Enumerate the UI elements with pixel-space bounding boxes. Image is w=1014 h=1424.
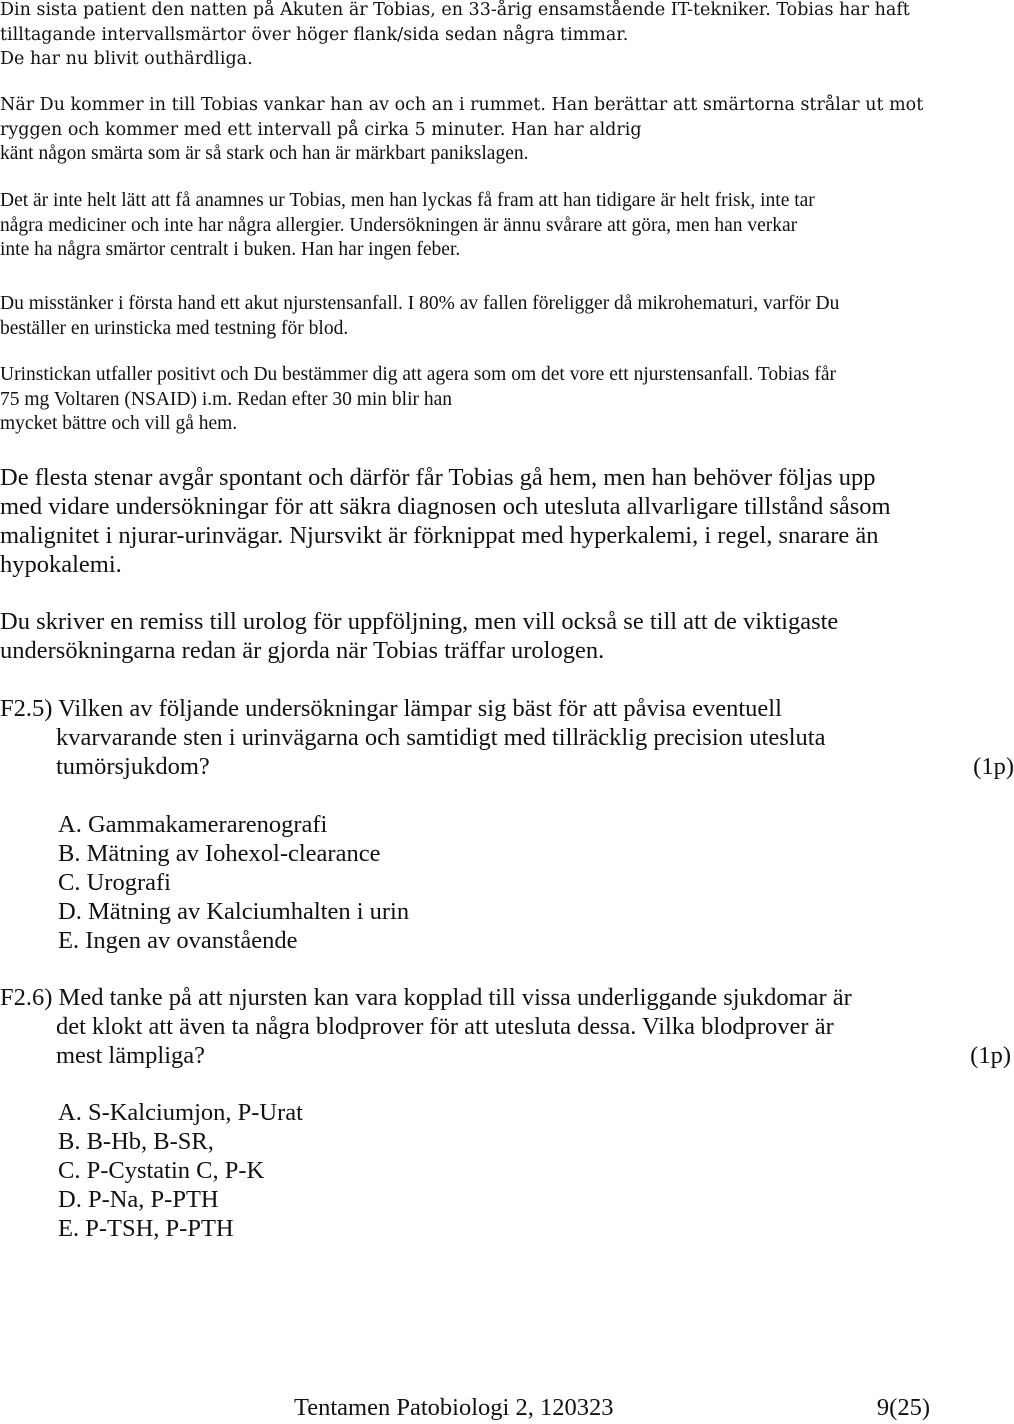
answer-option[interactable]: C. Urografi [58,869,171,896]
points-label: (1p) [970,1042,1011,1069]
page-footer [294,1393,930,1423]
text-line: Det är inte helt lätt att få anamnes ur Tobias, men han lyckas få fram att han tidigare är helt frisk, inte tar [0,190,815,211]
text-line: tilltagande intervallsmärtor över höger flank/sida sedan några timmar. [0,24,629,45]
referral-paragraph [0,607,960,665]
anamnesis-paragraph [0,189,940,263]
text-line: mycket bättre och vill gå hem. [0,413,238,434]
text-line: hypokalemi. [0,551,122,578]
question-line: det klokt att även ta några blodprover för att utesluta dessa. Vilka blodprover är [56,1013,834,1040]
question-line: tumörsjukdom? [56,753,210,780]
answer-option[interactable]: D. P-Na, P-PTH [58,1186,219,1213]
text-line: När Du kommer in till Tobias vankar han av och an i rummet. Han berättar att smärtorna strålar ut mot [0,95,924,115]
text-line: 75 mg Voltaren (NSAID) i.m. Redan efter 30 min blir han [0,388,453,410]
question-last-line [0,752,1014,781]
answer-option[interactable]: D. Mätning av Kalciumhalten i urin [58,898,410,925]
text-line: inte ha några smärtor centralt i buken. Han har ingen feber. [0,239,461,260]
answer-options-f2-6 [58,1098,303,1243]
text-line: undersökningarna redan är gjorda när Tobias träffar urologen. [0,637,605,664]
treatment-paragraph [0,363,940,437]
text-line: Du misstänker i första hand ett akut njurstensanfall. I 80% av fallen föreligger då mikrohematuri, varför Du [0,293,840,314]
answer-option[interactable]: B. Mätning av Iohexol-clearance [58,840,381,867]
answer-options-f2-5 [58,810,409,955]
text-line: Du skriver en remiss till urolog för uppföljning, men vill också se till att de viktigaste [0,608,839,635]
answer-option[interactable]: E. Ingen av ovanstående [58,927,298,954]
followup-paragraph [0,463,960,579]
question-f2-6 [0,983,1011,1070]
question-line: F2.5) Vilken av följande undersökningar lämpar sig bäst för att påvisa eventuell [0,695,782,722]
answer-option[interactable]: A. S-Kalciumjon, P-Urat [58,1099,303,1126]
text-line: ryggen och kommer med ett intervall på cirka 5 minuter. Han har aldrig [0,119,642,140]
intro-paragraph [0,0,940,72]
text-line: känt någon smärta som är så stark och han är märkbart panikslagen. [0,143,529,164]
text-line: några mediciner och inte har några allergier. Undersökningen är ännu svårare att göra, men han verkar [0,214,798,236]
text-line: De flesta stenar avgår spontant och därför får Tobias gå hem, men han behöver följas upp [0,464,876,491]
answer-option[interactable]: B. B-Hb, B-SR, [58,1128,214,1155]
text-line: De har nu blivit outhärdliga. [0,49,253,69]
text-line: Urinstickan utfaller positivt och Du bestämmer dig att agera som om det vore ett njurstensanfall. Tobias får [0,364,837,385]
footer-title: Tentamen Patobiologi 2, 120323 [294,1394,614,1421]
text-line: med vidare undersökningar för att säkra diagnosen och utesluta allvarligare tillstånd såsom [0,493,891,520]
question-line: kvarvarande sten i urinvägarna och samtidigt med tillräcklig precision utesluta [56,724,826,751]
question-f2-5 [0,694,1014,781]
page-number: 9(25) [876,1394,930,1421]
answer-option[interactable]: A. Gammakamerarenografi [58,811,328,838]
question-line: mest lämpliga? [56,1042,205,1069]
text-line: malignitet i njurar-urinvägar. Njursvikt är förknippat med hyperkalemi, i regel, snarare än [0,522,879,549]
text-line: beställer en urinsticka med testning för blod. [0,317,349,339]
question-last-line [0,1041,1011,1070]
suspicion-paragraph [0,292,940,341]
question-line: F2.6) Med tanke på att njursten kan vara kopplad till vissa underliggande sjukdomar är [0,984,852,1011]
visit-paragraph [0,93,940,167]
points-label: (1p) [973,753,1014,780]
answer-option[interactable]: C. P-Cystatin C, P-K [58,1157,265,1184]
answer-option[interactable]: E. P-TSH, P-PTH [58,1215,234,1242]
text-line: Din sista patient den natten på Akuten är Tobias, en 33-årig ensamstående IT-tekniker. Tobias har haft [0,0,910,20]
